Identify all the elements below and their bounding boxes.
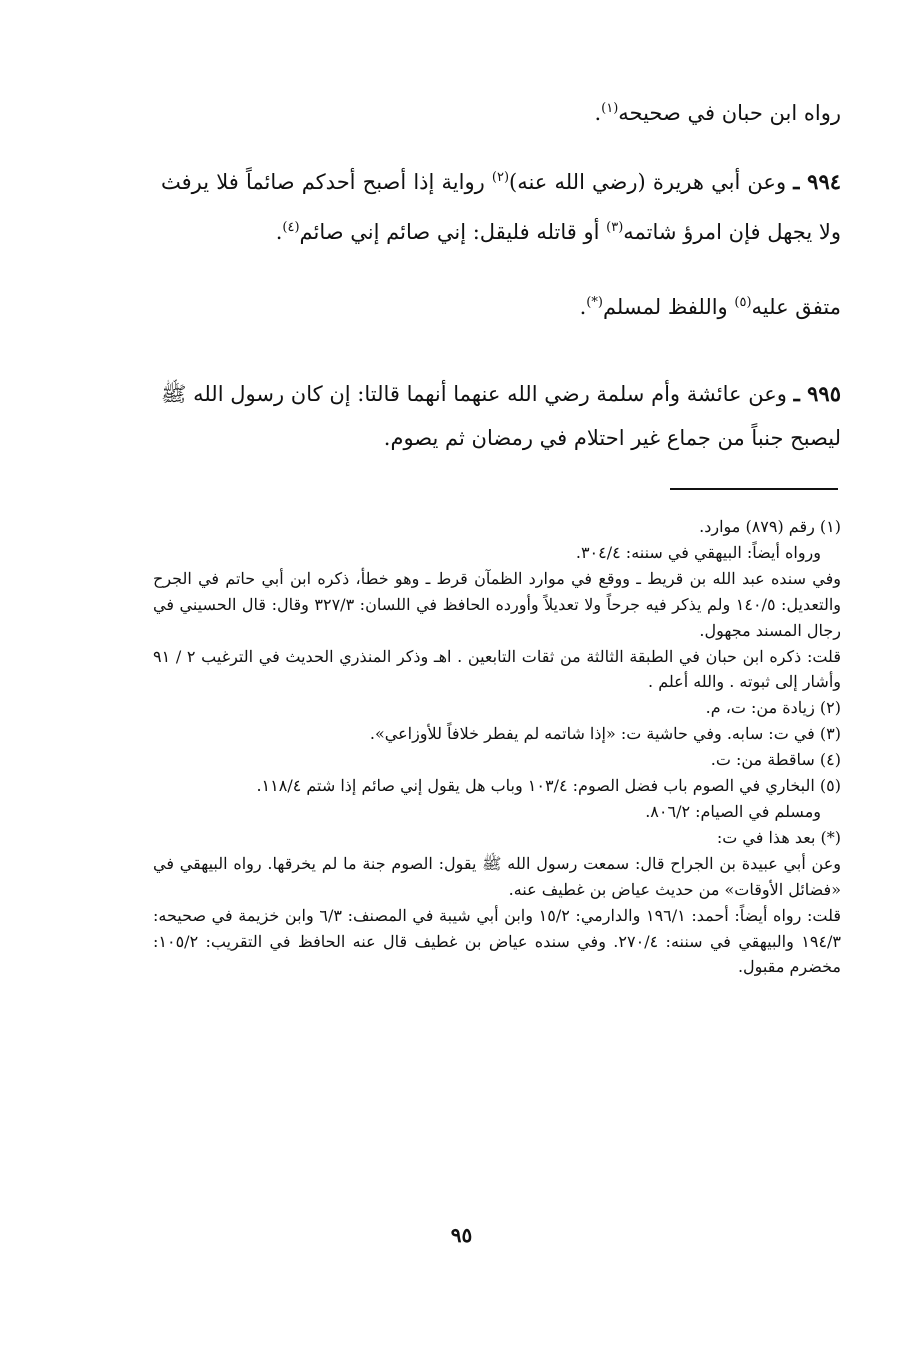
text: واللفظ لمسلم [602, 295, 735, 319]
footnote-text: ومسلم في الصيام: ٨٠٦/٢. [645, 801, 821, 821]
text: . [275, 220, 283, 244]
hadith-number: ٩٩٥ ـ [793, 381, 841, 406]
text: . [594, 101, 602, 125]
footnote-3: (٣) في ت: سابه. وفي حاشية ت: «إذا شاتمه لم يفطر خلافاً للأوزاعي». [369, 724, 841, 744]
text: رواية إذا أصبح أحدكم صائماً فلا يرفث ولا يجهل فإن امرؤ شاتمه [161, 170, 841, 244]
footnote-text: وعن أبي عبيدة بن الجراح قال: سمعت رسول الله ﷺ يقول: الصوم جنة ما لم يخرقها. رواه البيهقي في «فضائل الأوقات» من حديث عياض بن غطيف عنه. [153, 853, 841, 899]
footnote-1: (١) رقم (٨٧٩) موارد. [699, 517, 841, 536]
footnote-ref: (٤) [282, 220, 300, 235]
footnote-ref: (٣) [606, 220, 624, 235]
footnote-ref: (٢) [491, 170, 510, 185]
footnotes [153, 514, 841, 980]
hadith-number: ٩٩٤ ـ [793, 169, 842, 194]
footnote-text: ورواه أيضاً: البيهقي في سننه: ٣٠٤/٤. [575, 542, 821, 562]
footnote-separator [670, 488, 838, 490]
footnote-text: وفي سنده عبد الله بن قريط ـ ووقع في موارد الظمآن قرط ـ وهو خطأ، ذكره ابن أبي حاتم في الجرح والتعديل: ١٤٠/٥ ولم يذكر فيه جرحاً ولا تعديلاً وأورده الحافظ في اللسان: ٣٢٧/٣ وقال: قال الحسيني في رجال المسند مجهول. [153, 568, 842, 640]
footnote-text: قلت: رواه أيضاً: أحمد: ١٩٦/١ والدارمي: ١٥/٢ وابن أبي شيبة في المصنف: ٦/٣ وابن خزيمة في صحيحه: ١٩٤/٣ والبيهقي في سننه: ٢٧٠/٤. وفي سنده عياض بن غطيف قال عنه الحافظ في التقريب: ١٠٥/٢: مخضرم مقبول. [153, 905, 842, 977]
footnote-4: (٤) ساقطة من: ت. [710, 750, 841, 770]
footnote-2: (٢) زيادة من: ت، م. [705, 698, 841, 718]
text: أو قاتله فليقل: إني صائم إني صائم [299, 220, 607, 244]
paragraph-1 [161, 100, 841, 126]
text: وعن عائشة وأم سلمة رضي الله عنهما أنهما قالتا: إن كان رسول الله ﷺ ليصبح جنباً من جماع غير احتلام في رمضان ثم يصوم. [161, 382, 841, 450]
hadith-995 [161, 372, 841, 460]
hadith-994 [161, 155, 841, 255]
footnote-ref: (٥) [734, 295, 752, 310]
text: رواه ابن حبان في صحيحه [618, 101, 841, 125]
text: متفق عليه [751, 295, 841, 319]
text: وعن أبي هريرة (رضي الله عنه) [509, 170, 794, 194]
footnote-ref: (*) [586, 295, 603, 310]
page-number: ٩٥ [450, 1223, 473, 1247]
footnote-star: (*) بعد هذا في ت: [716, 827, 841, 847]
footnote-5: (٥) البخاري في الصوم باب فضل الصوم: ١٠٣/٤ وباب هل يقول إني صائم إذا شتم ١١٨/٤. [256, 776, 841, 796]
text: . [579, 295, 587, 319]
footnote-text: قلت: ذكره ابن حبان في الطبقة الثالثة من ثقات التابعين . اهـ وذكر المنذري الحديث في الترغيب ٢ / ٩١ وأشار إلى ثبوته . والله أعلم . [153, 646, 842, 692]
paragraph-agreed [161, 294, 841, 320]
footnote-ref: (١) [601, 101, 619, 116]
